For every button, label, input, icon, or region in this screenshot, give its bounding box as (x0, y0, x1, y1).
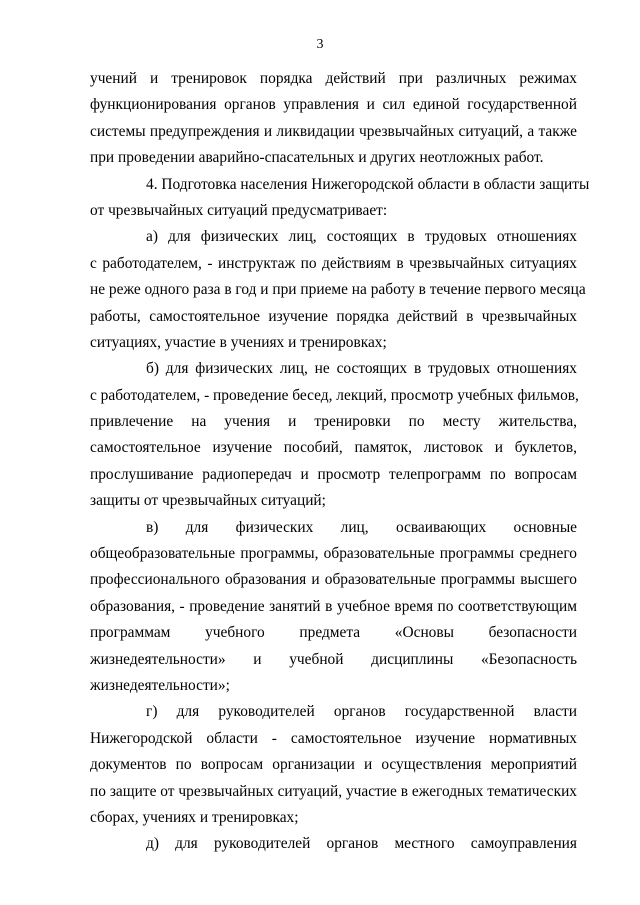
text-line: привлечение на учения и тренировки по месту жительства, (90, 413, 577, 431)
text-line: системы предупреждения и ликвидации чрезвычайных ситуаций, а также (90, 122, 577, 140)
text-line: программам учебного предмета «Основы безопасности (90, 624, 577, 642)
text-line: прослушивание радиопередач и просмотр телепрограмм по вопросам (90, 465, 577, 483)
text-line: 4. Подготовка населения Нижегородской области в области защиты (146, 175, 590, 193)
text-line: не реже одного раза в год и при приеме на работу в течение первого месяца (90, 281, 586, 299)
text-line: общеобразовательные программы, образовательные программы среднего (90, 545, 577, 563)
text-line: сборах, учениях и тренировках; (90, 808, 299, 826)
paragraph-item-v (90, 515, 577, 700)
text-line: учений и тренировок порядка действий при различных режимах (90, 70, 577, 87)
text-line: при проведении аварийно-спасательных и других неотложных работ. (90, 149, 544, 167)
page-number: 3 (316, 37, 324, 52)
text-line: образования, - проведение занятий в учебное время по соответствующим (90, 597, 577, 615)
paragraph-item-d (90, 831, 577, 857)
paragraph-item-g (90, 699, 577, 831)
paragraph-continuation (90, 66, 577, 172)
text-line: жизнедеятельности»; (90, 676, 230, 694)
text-line: от чрезвычайных ситуаций предусматривает: (90, 201, 388, 219)
text-line: с работодателем, - проведение бесед, лекций, просмотр учебных фильмов, (90, 386, 579, 404)
text-line: жизнедеятельности» и учебной дисциплины «Безопасность (90, 650, 577, 668)
text-line: д) для руководителей органов местного самоуправления (146, 835, 577, 853)
text-line: профессионального образования и образовательные программы высшего (90, 571, 577, 589)
document-body (90, 66, 590, 858)
text-line: документов по вопросам организации и осуществления мероприятий (90, 756, 577, 774)
text-line: в) для физических лиц, осваивающих основные (146, 518, 577, 536)
text-line: ситуациях, участие в учениях и тренировках; (90, 333, 387, 351)
text-line: функционирования органов управления и сил единой государственной (90, 96, 577, 114)
paragraph-item-4 (90, 172, 590, 225)
paragraph-item-b (90, 356, 577, 514)
text-line: б) для физических лиц, не состоящих в трудовых отношениях (146, 360, 577, 378)
text-line: самостоятельное изучение пособий, памяток, листовок и буклетов, (90, 439, 577, 457)
text-line: Нижегородской области - самостоятельное изучение нормативных (90, 729, 577, 747)
text-line: с работодателем, - инструктаж по действиям в чрезвычайных ситуациях (90, 254, 577, 272)
text-line: а) для физических лиц, состоящих в трудовых отношениях (146, 228, 577, 246)
text-line: г) для руководителей органов государственной власти (146, 703, 577, 721)
text-line: по защите от чрезвычайных ситуаций, участие в ежегодных тематических (90, 782, 577, 800)
paragraph-item-a (90, 224, 586, 356)
text-line: защиты от чрезвычайных ситуаций; (90, 492, 326, 510)
text-line: работы, самостоятельное изучение порядка действий в чрезвычайных (90, 307, 577, 325)
